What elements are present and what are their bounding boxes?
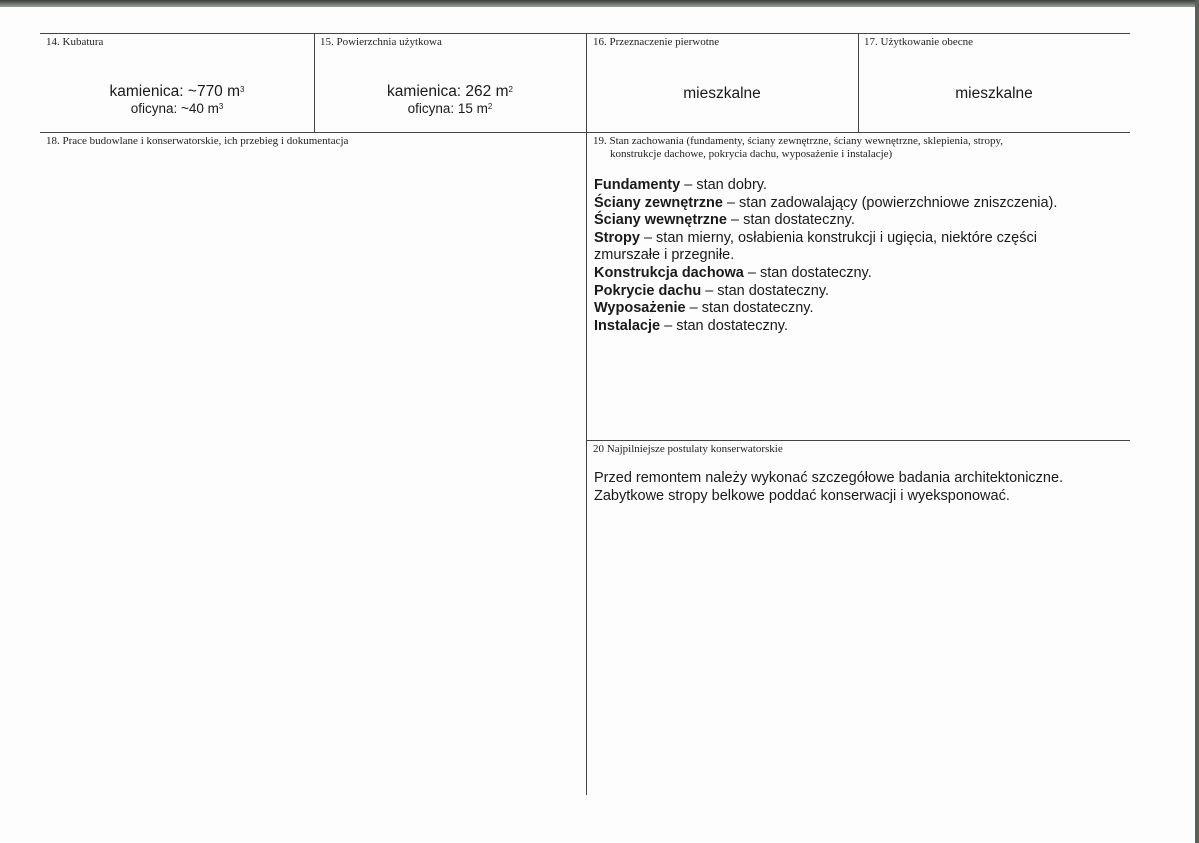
condition-item: [594, 265, 1114, 283]
stan-zachowania-list: [594, 177, 1114, 335]
condition-term: Pokrycie dachu: [594, 282, 702, 299]
przeznaczenie-label: 16. Przeznaczenie pierwotne: [593, 36, 720, 48]
uzytkowanie-label: 17. Użytkowanie obecne: [864, 36, 974, 48]
stan-zachowania-label: [593, 135, 1003, 161]
condition-item: [594, 177, 1114, 195]
superscript: 3: [218, 102, 224, 111]
condition-text: – stan mierny, osłabienia konstrukcji i ugięcia, niektóre części zmurszałe i przegniłe.: [594, 229, 1037, 264]
postulat-line: Przed remontem należy wykonać szczegółowe badania architektoniczne.: [594, 470, 1064, 486]
powierzchnia-oficyna: oficyna: 15 m: [407, 101, 488, 116]
uzytkowanie-value: mieszkalne: [955, 85, 1033, 102]
superscript: 2: [487, 102, 493, 111]
superscript: 3: [240, 85, 245, 94]
condition-term: Stropy: [594, 229, 640, 246]
condition-text: – stan dostateczny.: [701, 282, 830, 299]
condition-text: – stan dostateczny.: [726, 212, 855, 229]
condition-item: [594, 283, 1114, 301]
condition-text: – stan dostateczny.: [660, 317, 788, 334]
powierzchnia-label: 15. Powierzchnia użytkowa: [320, 36, 442, 48]
condition-text: – stan dobry.: [680, 177, 767, 193]
section-divider: [586, 440, 1130, 441]
condition-term: Fundamenty: [594, 177, 681, 193]
condition-text: – stan zadowalający (powierzchniowe zniszczenia).: [722, 194, 1058, 211]
col-divider-3: [858, 33, 859, 133]
col-divider-main: [586, 33, 587, 795]
kubatura-oficyna: oficyna: ~40 m: [130, 101, 219, 116]
condition-text: – stan dostateczny.: [743, 264, 872, 281]
condition-term: Konstrukcja dachowa: [594, 264, 744, 281]
scan-edge-top: [0, 0, 1199, 7]
condition-item: [594, 300, 1114, 318]
row-divider: [40, 132, 1130, 133]
scan-edge-right: [1195, 0, 1199, 843]
prace-label: 18. Prace budowlane i konserwatorskie, ich przebieg i dokumentacja: [46, 135, 349, 147]
powierzchnia-kamienica: kamienica: 262 m: [387, 83, 509, 100]
kubatura-value: [40, 83, 314, 117]
label-line: 19. Stan zachowania (fundamenty, ściany zewnętrzne, ściany wewnętrzne, sklepienia, stropy,: [593, 135, 1004, 147]
condition-term: Ściany zewnętrzne: [594, 194, 723, 211]
label-line: konstrukcje dachowe, pokrycia dachu, wyposażenie i instalacje): [610, 148, 893, 160]
powierzchnia-value: [314, 83, 586, 117]
przeznaczenie-value: mieszkalne: [683, 85, 761, 102]
table-border-top: [40, 33, 1130, 34]
kubatura-label: 14. Kubatura: [46, 36, 104, 48]
postulaty-label: 20 Najpilniejsze postulaty konserwatorskie: [593, 443, 783, 455]
postulaty-text: [594, 470, 1114, 505]
condition-item: [594, 318, 1114, 336]
condition-text: – stan dostateczny.: [685, 300, 814, 317]
condition-item: [594, 230, 1099, 265]
condition-item: [594, 195, 1114, 213]
condition-term: Instalacje: [594, 317, 661, 334]
condition-term: Wyposażenie: [594, 300, 686, 317]
postulat-line: Zabytkowe stropy belkowe poddać konserwacji i wyeksponować.: [594, 487, 1010, 504]
condition-item: [594, 212, 1114, 230]
superscript: 2: [508, 85, 513, 94]
kubatura-kamienica: kamienica: ~770 m: [109, 83, 241, 100]
condition-term: Ściany wewnętrzne: [594, 212, 727, 229]
